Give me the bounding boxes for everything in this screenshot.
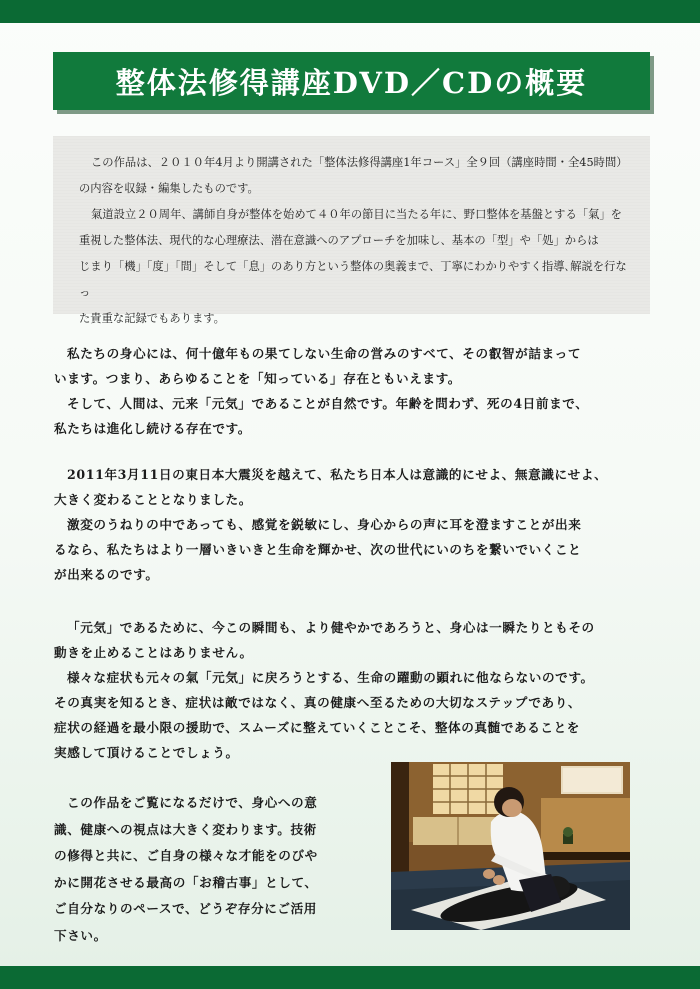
closing-line: この作品をご覧になるだけで、身心への意 [67,795,318,810]
intro-line: 重視した整体法、現代的な心理療法、潜在意識へのアプローチを加味し、基本の「型」や「処」からは [79,234,599,247]
intro-line: この作品は、２０１０年4月より開講された「整体法修得講座1年コース」全９回（講座時間・全45時間） [91,156,628,169]
body-line: その真実を知るとき、症状は敵ではなく、真の健康へ至るための大切なステップであり、 [54,695,582,710]
closing-line: 下さい。 [54,927,107,943]
intro-line: た貴重な記録でもあります。 [79,312,225,325]
body-line: 実感して頂けることでしょう。 [54,745,239,760]
body-line: 症状の経過を最小限の援助で、スムーズに整えていくことこそ、整体の真髄であることを [54,720,580,735]
body-line: 「元気」であるために、今この瞬間も、より健やかであろうと、身心は一瞬たりともその [67,620,595,635]
title-banner [53,52,650,110]
body-line: 大きく変わることとなりました。 [54,492,252,507]
intro-line: の内容を収録・編集したものです。 [79,182,259,195]
closing-line: 識、健康への視点は大きく変わります。技術 [54,821,317,837]
seitai-treatment-photo [391,762,630,930]
body-section-1 [54,341,654,441]
body-line: が出来るのです。 [54,567,159,582]
photo-illustration [391,762,630,930]
body-line: るなら、私たちはより一層いきいきと生命を輝かせ、次の世代にいのちを繋いでいくこと [54,542,582,557]
intro-box [53,136,650,325]
intro-paragraph [79,150,628,332]
closing-paragraph [54,790,374,950]
closing-line: かに開花させる最高の「お稽古事」として、 [54,874,318,890]
body-line: 私たちは進化し続ける存在です。 [54,421,251,436]
body-line: 2011年3月11日の東日本大震災を越えて、私たち日本人は意識的にせよ、無意識にせよ、 [67,467,608,482]
body-line: 激変のうねりの中であっても、感覚を鋭敏にし、身心からの声に耳を澄ますことが出来 [67,517,582,532]
page-title: 整体法修得講座DVD／CDの概要 [115,65,588,100]
body-line: 動きを止めることはありません。 [54,645,253,660]
intro-line: 氣道設立２０周年、講師自身が整体を始めて４０年の節目に当たる年に、野口整体を基盤とする「氣」を [91,208,622,221]
bottom-border-bar [0,966,700,989]
body-section-2 [54,462,654,587]
closing-line: の修得と共に、ご自身の様々な才能をのびや [54,848,318,864]
body-line: 様々な症状も元々の氣「元気」に戻ろうとする、生命の躍動の顕れに他ならないのです。 [67,670,594,685]
body-line: そして、人間は、元来「元気」であることが自然です。年齢を問わず、死の4日前まで、 [67,396,589,411]
body-line: 私たちの身心には、何十億年もの果てしない生命の営みのすべて、その叡智が詰まって [67,346,582,361]
body-section-3 [54,615,654,765]
top-border-bar [0,0,700,23]
intro-line: じまり「機」「度」「間」そして「息」のあり方という整体の奥義まで、丁寧にわかりやすく指導､解説を行なっ [79,260,627,299]
body-line: います。つまり、あらゆることを「知っている」存在ともいえます。 [54,371,461,386]
closing-line: ご自分なりのペースで、どうぞ存分にご活用 [54,901,317,917]
